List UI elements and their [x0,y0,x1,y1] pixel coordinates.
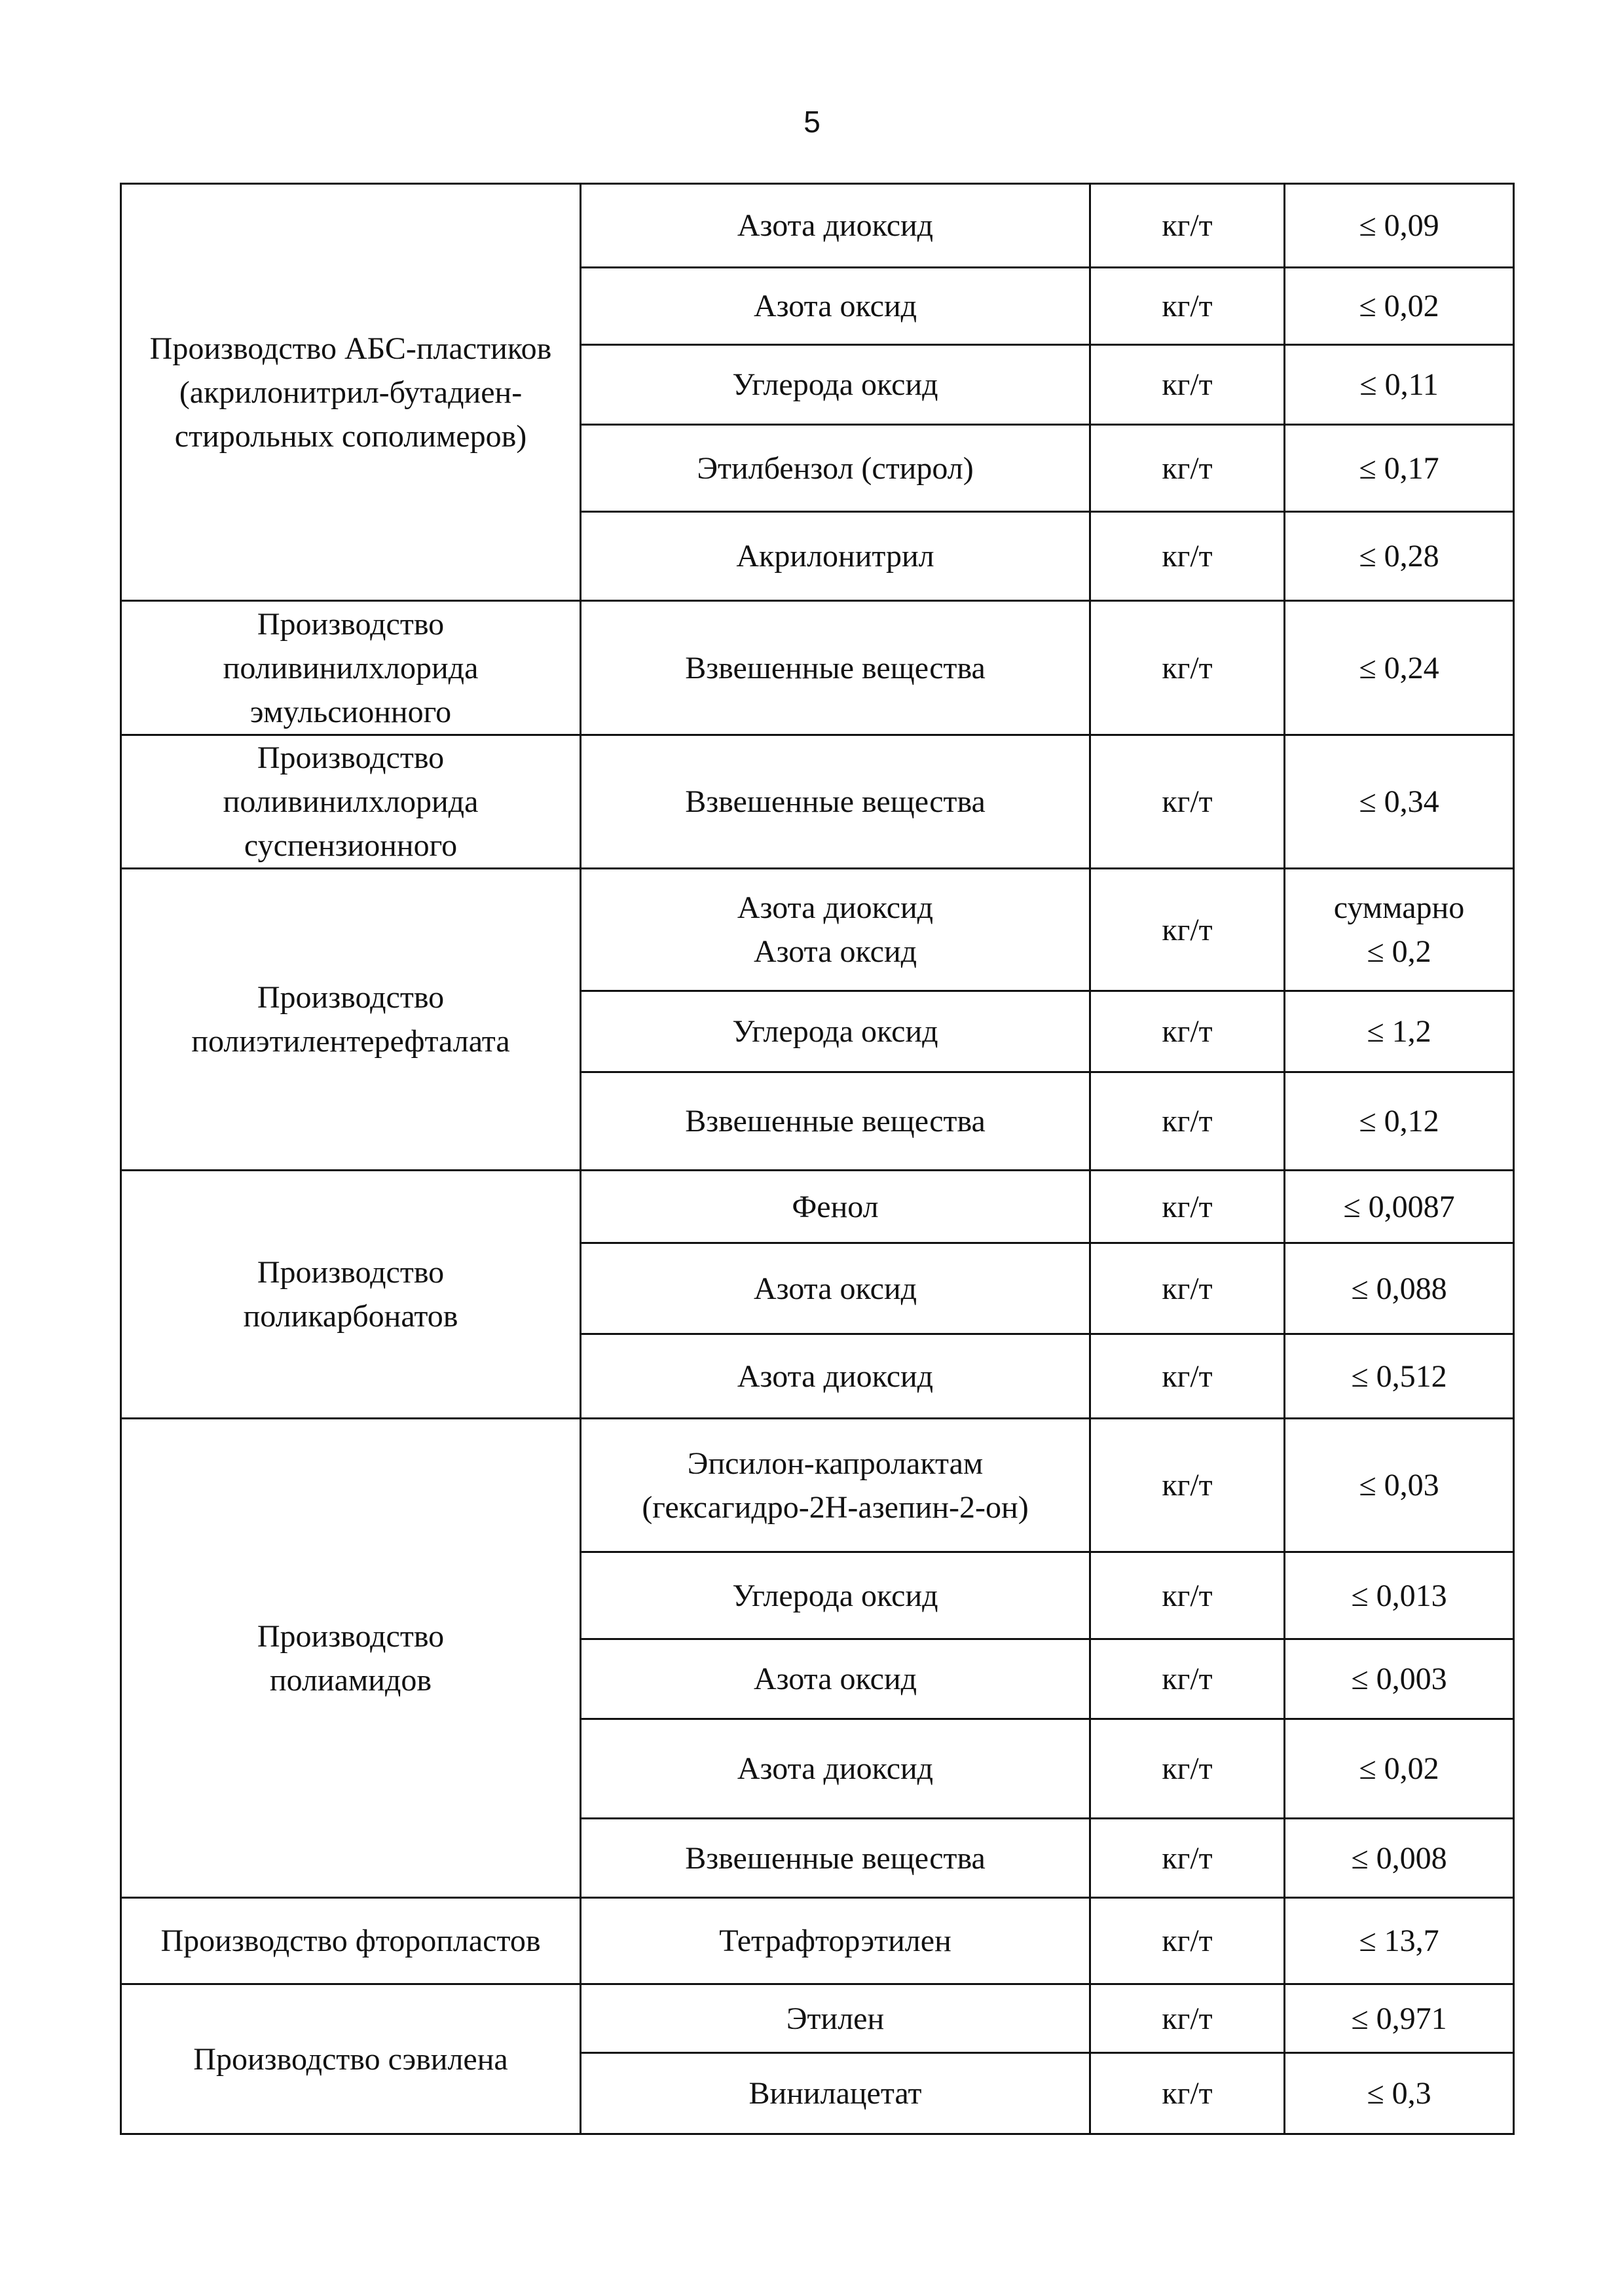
unit-cell: кг/т [1090,1819,1285,1898]
cell-text-line: Этилен [786,2001,885,2036]
cell-text-line: Фенол [792,1189,879,1224]
cell-text-line: Углерода оксид [732,1014,938,1049]
production-cell [121,735,581,869]
unit-cell: кг/т [1090,1719,1285,1819]
cell-text-line: Винилацетат [748,2076,922,2111]
limit-value-cell [1285,1243,1514,1334]
substance-cell [581,1898,1090,1984]
cell-text-line: Азота диоксид [737,208,934,243]
limit-value-cell [1285,601,1514,735]
cell-text-line: ≤ 0,971 [1351,2001,1447,2036]
unit-cell: кг/т [1090,1898,1285,1984]
unit-cell: кг/т [1090,184,1285,268]
substance-cell [581,512,1090,601]
substance-cell [581,1552,1090,1639]
limit-value-cell [1285,1334,1514,1419]
cell-text-line: ≤ 0,12 [1359,1104,1439,1139]
limit-value-cell [1285,1984,1514,2053]
substance-cell [581,425,1090,512]
cell-text-line: ≤ 0,03 [1359,1468,1439,1503]
cell-text-line: Производство АБС-пластиков [149,331,552,366]
cell-text-line: ≤ 0,0087 [1343,1189,1455,1224]
table-row [121,869,1514,991]
unit-cell: кг/т [1090,345,1285,425]
emission-norms-body [121,184,1514,2134]
cell-text-line: суммарно [1333,890,1465,925]
table-row [121,735,1514,869]
cell-text-line: поливинилхлорида [223,650,479,685]
production-cell [121,1419,581,1898]
production-cell [121,184,581,601]
cell-text-line: ≤ 0,02 [1359,289,1439,323]
cell-text-line: Производство сэвилена [193,2041,508,2077]
cell-text-line: Производство [257,1618,445,1654]
table-row [121,1171,1514,1243]
cell-text-line: суспензионного [244,828,458,863]
limit-value-cell [1285,735,1514,869]
cell-text-line: Углерода оксид [732,367,938,402]
substance-cell [581,869,1090,991]
substance-cell [581,1072,1090,1171]
unit-cell: кг/т [1090,1552,1285,1639]
unit-cell: кг/т [1090,601,1285,735]
production-cell [121,1171,581,1419]
substance-cell [581,345,1090,425]
unit-cell: кг/т [1090,1072,1285,1171]
cell-text-line: Производство [257,980,445,1015]
cell-text-line: Углерода оксид [732,1578,938,1613]
limit-value-cell [1285,991,1514,1072]
production-cell [121,601,581,735]
substance-cell [581,1419,1090,1552]
unit-cell: кг/т [1090,512,1285,601]
limit-value-cell [1285,268,1514,345]
cell-text-line: ≤ 0,02 [1359,1751,1439,1786]
table-row [121,1898,1514,1984]
cell-text-line: ≤ 1,2 [1367,1014,1431,1049]
cell-text-line: ≤ 0,34 [1359,784,1439,819]
limit-value-cell [1285,184,1514,268]
limit-value-cell [1285,1719,1514,1819]
cell-text-line: Азота диоксид [737,890,934,925]
cell-text-line: ≤ 0,3 [1367,2076,1431,2111]
unit-cell: кг/т [1090,425,1285,512]
limit-value-cell [1285,1639,1514,1719]
unit-cell: кг/т [1090,268,1285,345]
cell-text-line: поликарбонатов [243,1299,458,1334]
cell-text-line: Азота оксид [753,1271,917,1306]
cell-text-line: поливинилхлорида [223,784,479,819]
limit-value-cell [1285,1072,1514,1171]
cell-text-line: ≤ 0,088 [1351,1271,1447,1306]
limit-value-cell [1285,1819,1514,1898]
table-row [121,601,1514,735]
cell-text-line: Взвешенные вещества [685,650,986,685]
limit-value-cell [1285,1171,1514,1243]
cell-text-line: эмульсионного [249,694,452,729]
cell-text-line: Взвешенные вещества [685,1104,986,1139]
substance-cell [581,1819,1090,1898]
cell-text-line: Азота оксид [753,1662,917,1696]
substance-cell [581,2053,1090,2134]
cell-text-line: Акрилонитрил [736,539,934,574]
cell-text-line: Азота оксид [753,289,917,323]
substance-cell [581,1984,1090,2053]
cell-text-line: ≤ 0,24 [1359,650,1439,685]
cell-text-line: полиамидов [269,1662,432,1698]
substance-cell [581,1243,1090,1334]
limit-value-cell [1285,425,1514,512]
limit-value-cell [1285,512,1514,601]
substance-cell [581,268,1090,345]
cell-text-line: Азота диоксид [737,1358,934,1394]
cell-text-line: (акрилонитрил-бутадиен- [179,374,523,410]
cell-text-line: Тетрафторэтилен [719,1923,951,1958]
production-cell [121,869,581,1171]
cell-text-line: (гексагидро-2Н-азепин-2-он) [642,1489,1029,1525]
table-row [121,1419,1514,1552]
table-row [121,184,1514,268]
cell-text-line: полиэтилентерефталата [191,1024,510,1059]
unit-cell: кг/т [1090,869,1285,991]
cell-text-line: Производство [257,1255,445,1290]
cell-text-line: ≤ 0,11 [1359,367,1439,402]
substance-cell [581,601,1090,735]
cell-text-line: Взвешенные вещества [685,1840,986,1876]
cell-text-line: Этилбензол (стирол) [697,450,974,486]
unit-cell: кг/т [1090,1171,1285,1243]
cell-text-line: ≤ 0,512 [1351,1358,1447,1394]
substance-cell [581,1719,1090,1819]
unit-cell: кг/т [1090,1984,1285,2053]
cell-text-line: Производство фторопластов [160,1923,541,1958]
emission-norms-table [120,183,1515,2135]
cell-text-line: ≤ 0,17 [1359,450,1439,486]
cell-text-line: ≤ 0,013 [1351,1578,1447,1613]
cell-text-line: ≤ 0,09 [1359,208,1439,243]
substance-cell [581,991,1090,1072]
limit-value-cell [1285,1552,1514,1639]
cell-text-line: Азота оксид [753,934,917,969]
limit-value-cell [1285,345,1514,425]
unit-cell: кг/т [1090,991,1285,1072]
limit-value-cell [1285,1898,1514,1984]
cell-text-line: Производство [257,606,445,642]
substance-cell [581,184,1090,268]
unit-cell: кг/т [1090,1419,1285,1552]
substance-cell [581,1334,1090,1419]
production-cell [121,1984,581,2134]
cell-text-line: ≤ 13,7 [1359,1923,1439,1958]
cell-text-line: ≤ 0,28 [1359,539,1439,574]
unit-cell: кг/т [1090,1243,1285,1334]
cell-text-line: ≤ 0,2 [1367,934,1431,969]
limit-value-cell [1285,2053,1514,2134]
cell-text-line: Эпсилон-капролактам [687,1446,984,1481]
cell-text-line: ≤ 0,003 [1351,1662,1447,1696]
unit-cell: кг/т [1090,1334,1285,1419]
cell-text-line: стирольных сополимеров) [174,418,527,454]
cell-text-line: Взвешенные вещества [685,784,986,819]
substance-cell [581,1171,1090,1243]
page-number: 5 [803,105,821,139]
cell-text-line: Азота диоксид [737,1751,934,1786]
table-row [121,1984,1514,2053]
limit-value-cell [1285,1419,1514,1552]
substance-cell [581,735,1090,869]
unit-cell: кг/т [1090,1639,1285,1719]
production-cell [121,1898,581,1984]
cell-text-line: ≤ 0,008 [1351,1840,1447,1876]
substance-cell [581,1639,1090,1719]
limit-value-cell [1285,869,1514,991]
unit-cell: кг/т [1090,735,1285,869]
unit-cell: кг/т [1090,2053,1285,2134]
cell-text-line: Производство [257,740,445,775]
